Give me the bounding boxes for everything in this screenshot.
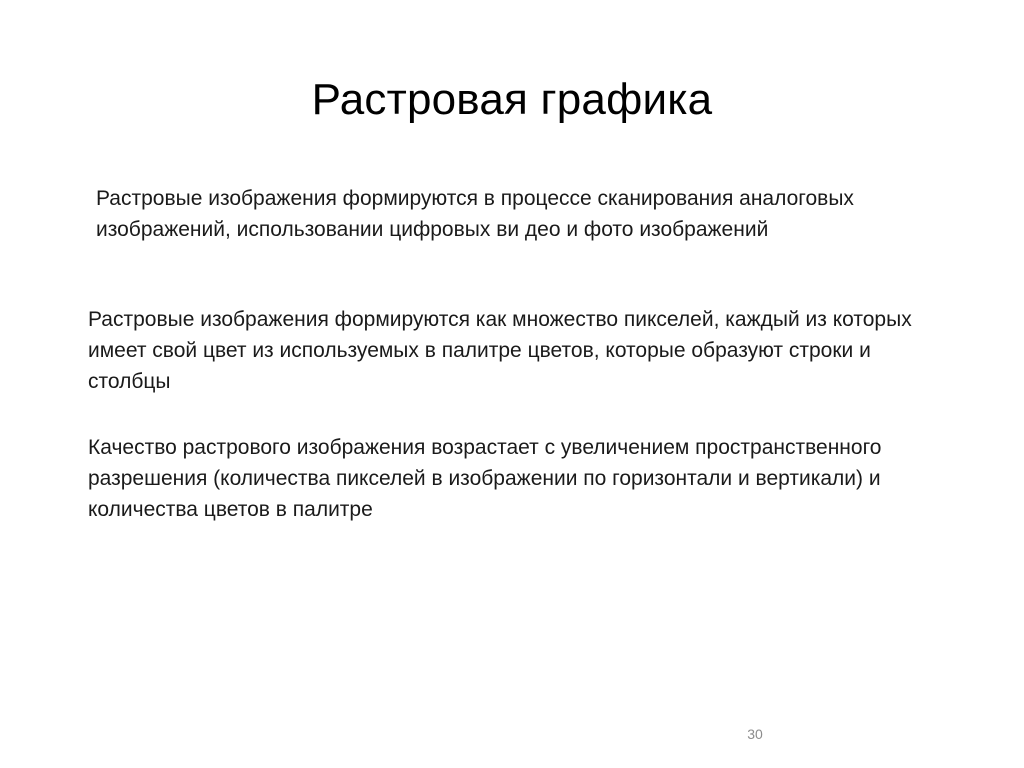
paragraph-quality: Качество растрового изображения возрастает с увеличением пространственного разрешения (количества пикселей в изображении по горизонтали и вертикали) и количества цветов в палитре bbox=[88, 436, 882, 521]
paragraph-pixels: Растровые изображения формируются как множество пикселей, каждый из которых имеет свой цвет из используемых в палитре цветов, которые образуют строки и столбцы bbox=[88, 308, 912, 393]
slide-title: Растровая графика bbox=[311, 75, 713, 124]
paragraph-scanning: Растровые изображения формируются в процессе сканирования аналоговых изображений, использовании цифровых ви део и фото изображений bbox=[96, 187, 854, 241]
page-number: 30 bbox=[747, 726, 763, 742]
